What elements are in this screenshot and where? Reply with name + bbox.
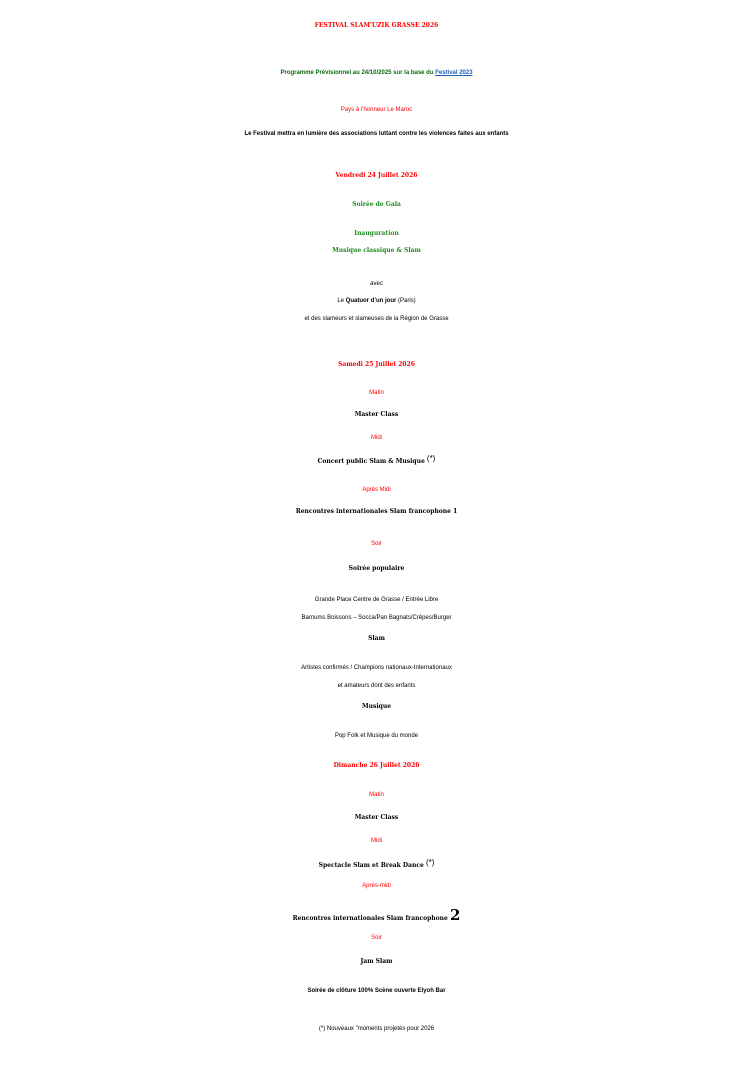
- day3-rencontres-label: Rencontres internationales Slam francophone: [292, 915, 448, 922]
- public-concert: [0, 456, 753, 465]
- quartet-suffix: (Paris): [396, 298, 416, 304]
- quartet-name: Quatuor d’un jour: [345, 298, 397, 304]
- day2-evening-label: Soir: [371, 541, 382, 547]
- day3-rencontres: [0, 906, 753, 924]
- gala-heading: Soirée de Gala: [352, 201, 401, 208]
- closing-evening: Soirée de clôture 100% Scène ouverte Elyoh Bar: [307, 988, 446, 994]
- guest-country: Pays à l’honneur Le Maroc: [340, 107, 413, 113]
- slam-heading: Slam: [368, 635, 385, 642]
- day2-heading: Samedi 25 Juillet 2026: [338, 361, 415, 368]
- day2-noon-label: Midi: [370, 435, 382, 441]
- day1-heading: Vendredi 24 Juillet 2026: [335, 172, 418, 179]
- avec-text: avec: [370, 281, 383, 287]
- mission-statement: Le Festival mettra en lumière des associations luttant contre les violences faites aux enfants: [244, 131, 509, 137]
- music-heading: Musique: [361, 703, 392, 710]
- classical-slam-heading: Musique classique & Slam: [332, 247, 421, 254]
- inauguration-label: Inauguration: [354, 230, 399, 237]
- artists-line-2: et amateurs dont des enfants: [337, 683, 416, 689]
- show-new-mark: (*): [425, 858, 435, 867]
- food-line: Barnums Boissons – Socca/Pan Bagnats/Crêpes/Burger: [301, 615, 452, 621]
- day2-rencontres: Rencontres internationales Slam francophone 1: [295, 508, 458, 515]
- artists-line-1: Artistes confirmés / Champions nationaux-Internationaux: [301, 665, 452, 671]
- day3-morning-label: Matin: [369, 792, 384, 798]
- quartet-prefix: Le: [337, 298, 346, 304]
- day3-afternoon-label: Après-midi: [362, 883, 391, 889]
- music-description: Pop Folk et Musique du monde: [334, 733, 419, 739]
- slammers-line: et des slameurs et slameuses de la Région de Grasse: [304, 316, 449, 322]
- day3-evening-label: Soir: [371, 935, 382, 941]
- day3-heading: Dimanche 26 Juillet 2026: [333, 762, 420, 769]
- day3-noon-label: Midi: [370, 838, 382, 844]
- concert-new-mark: (*): [426, 454, 436, 463]
- footnote: (*) Nouveaux "moments projetés pour 2026: [318, 1026, 435, 1032]
- breakdance-show: [0, 860, 753, 869]
- day2-morning-label: Matin: [369, 390, 384, 396]
- public-concert-label: Concert public Slam & Musique: [317, 458, 425, 465]
- day2-afternoon-label: Après Midi: [362, 487, 391, 493]
- day3-masterclass: Master Class: [354, 814, 399, 821]
- popular-evening: Soirée populaire: [348, 565, 405, 572]
- program-subtitle: [0, 70, 753, 76]
- breakdance-show-label: Spectacle Slam et Break Dance: [318, 862, 424, 869]
- venue-line: Grande Place Centre de Grasse / Entrée Libre: [314, 597, 439, 603]
- festival-title: FESTIVAL SLAM'UZIK GRASSE 2026: [314, 22, 439, 29]
- festival-2023-link[interactable]: Festival 2023: [435, 70, 473, 76]
- quartet-line: [0, 298, 753, 304]
- day2-masterclass: Master Class: [354, 411, 399, 418]
- day3-rencontres-number: 2: [449, 906, 461, 924]
- subtitle-text: Programme Prévisionnel au 24/10/2025 sur la base du: [280, 70, 436, 76]
- jam-slam-heading: Jam Slam: [360, 958, 393, 965]
